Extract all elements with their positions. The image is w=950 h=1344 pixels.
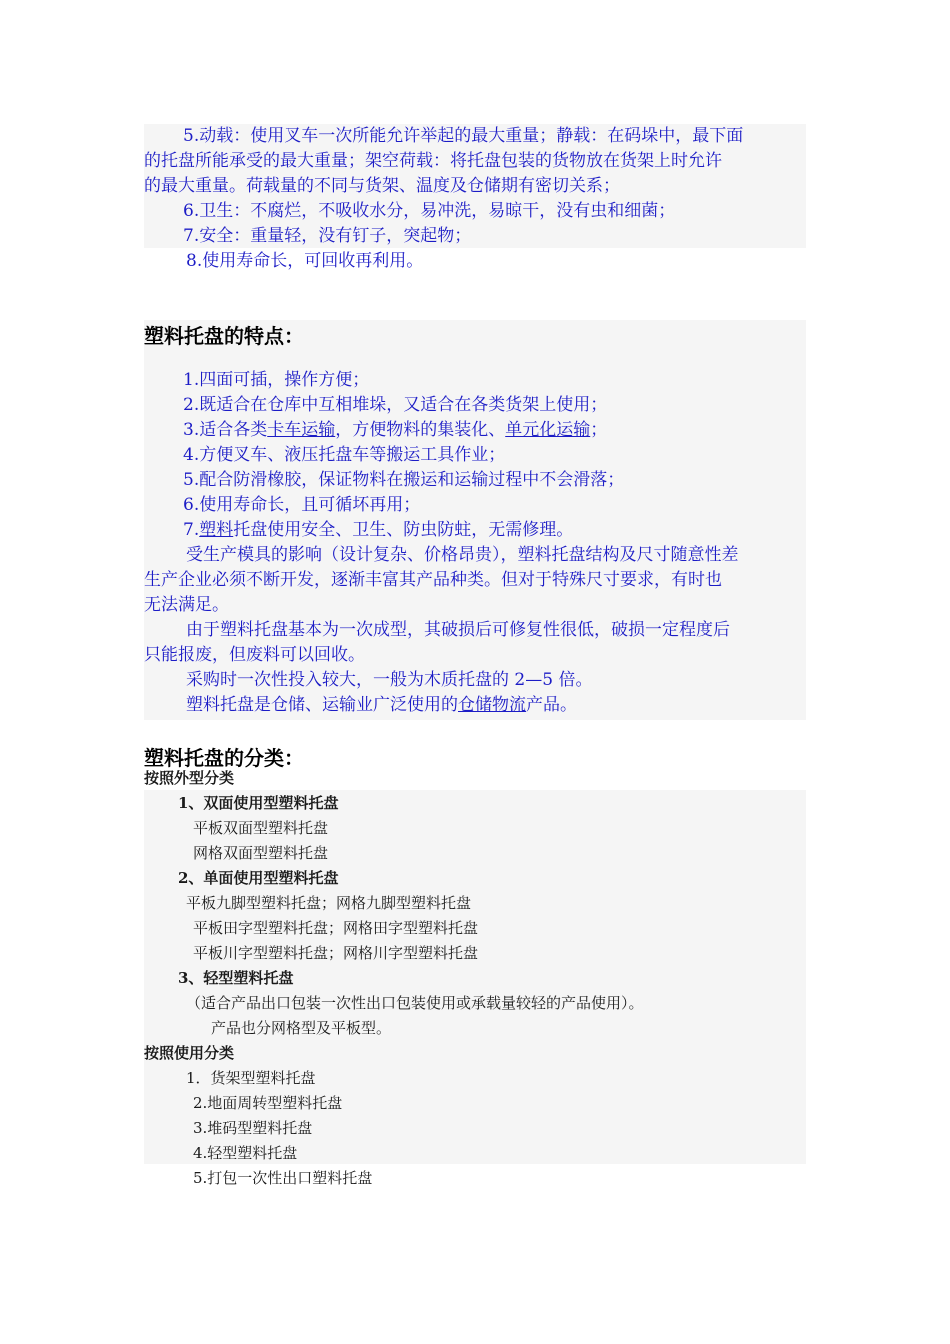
feature-item-2: 2.既适合在仓库中互相堆垛，又适合在各类货架上使用； [183,395,608,415]
paragraph-1-line1: 受生产模具的影响（设计复杂、价格昂贵），塑料托盘结构及尺寸随意性差 [186,545,739,565]
category-1-item-a: 平板双面型塑料托盘 [193,819,329,837]
list-item-5-line1: 5.动载：使用叉车一次所能允许举起的最大重量；静载：在码垛中，最下面 [183,126,744,146]
use-item-1: 1．货架型塑料托盘 [186,1069,316,1087]
category-1-item-b: 网格双面型塑料托盘 [193,844,329,862]
feature-item-3-text-b: ，方便物料的集装化、 [335,420,506,440]
feature-item-6: 6.使用寿命长，且可循坏再用； [183,495,421,515]
paragraph-4-text-a: 塑料托盘是仓储、运输业广泛使用的 [186,695,458,715]
feature-item-3-text-c: ； [590,420,608,440]
paragraph-4 [186,693,577,718]
category-3-heading: 3、轻型塑料托盘 [178,969,294,987]
list-item-7: 7.安全：重量轻，没有钉子，突起物； [183,226,472,246]
paragraph-2-line2: 只能报废，但废料可以回收。 [144,645,365,665]
feature-item-3-text-a: 3.适合各类 [183,420,268,440]
truck-transport-link[interactable]: 卡车运输 [267,420,336,440]
feature-item-4: 4.方便叉车、液压托盘车等搬运工具作业； [183,445,506,465]
category-3-item: 产品也分网格型及平板型。 [211,1019,392,1037]
category-1-heading: 1、双面使用型塑料托盘 [178,794,339,812]
feature-item-7-text-a: 7. [183,520,200,540]
category-2-item-a: 平板九脚型塑料托盘；网格九脚型塑料托盘 [186,894,472,912]
use-item-3: 3.堆码型塑料托盘 [193,1119,313,1137]
by-use-subheading: 按照使用分类 [144,1044,235,1062]
use-item-4: 4.轻型塑料托盘 [193,1144,298,1162]
list-item-5-line2: 的托盘所能承受的最大重量；架空荷载：将托盘包装的货物放在货架上时允许 [144,151,722,171]
paragraph-1-line3: 无法满足。 [144,595,229,615]
paragraph-3: 采购时一次性投入较大，一般为木质托盘的 2—5 倍。 [186,670,593,690]
use-item-5: 5.打包一次性出口塑料托盘 [193,1169,373,1187]
by-shape-subheading: 按照外型分类 [144,769,235,787]
paragraph-2-line1: 由于塑料托盘基本为一次成型，其破损后可修复性很低，破损一定程度后 [186,620,730,640]
unit-transport-link[interactable]: 单元化运输 [505,420,591,440]
category-2-item-b: 平板田字型塑料托盘；网格田字型塑料托盘 [193,919,479,937]
paragraph-4-text-b: 产品。 [526,695,577,715]
list-item-8: 8.使用寿命长，可回收再利用。 [186,251,424,271]
paragraph-1-line2: 生产企业必须不断开发，逐渐丰富其产品种类。但对于特殊尺寸要求，有时也 [144,570,722,590]
feature-item-1: 1.四面可插，操作方便； [183,370,370,390]
feature-item-3 [183,418,607,443]
feature-item-5: 5.配合防滑橡胶，保证物料在搬运和运输过程中不会滑落； [183,470,625,490]
feature-item-7 [183,518,573,543]
warehouse-logistics-link[interactable]: 仓储物流 [458,695,526,715]
classification-heading: 塑料托盘的分类： [144,746,304,770]
feature-item-7-text-b: 托盘使用安全、卫生、防虫防蛀，无需修理。 [233,520,574,540]
category-2-heading: 2、单面使用型塑料托盘 [178,869,339,887]
list-item-5-line3: 的最大重量。荷载量的不同与货架、温度及仓储期有密切关系； [144,176,620,196]
use-item-2: 2.地面周转型塑料托盘 [193,1094,343,1112]
features-heading: 塑料托盘的特点： [144,324,304,348]
plastic-link[interactable]: 塑料 [199,520,234,540]
list-item-6: 6.卫生：不腐烂，不吸收水分，易冲洗，易晾干，没有虫和细菌； [183,201,676,221]
category-3-note: （适合产品出口包装一次性出口包装使用或承载量较轻的产品使用）。 [186,994,644,1012]
category-2-item-c: 平板川字型塑料托盘；网格川字型塑料托盘 [193,944,479,962]
